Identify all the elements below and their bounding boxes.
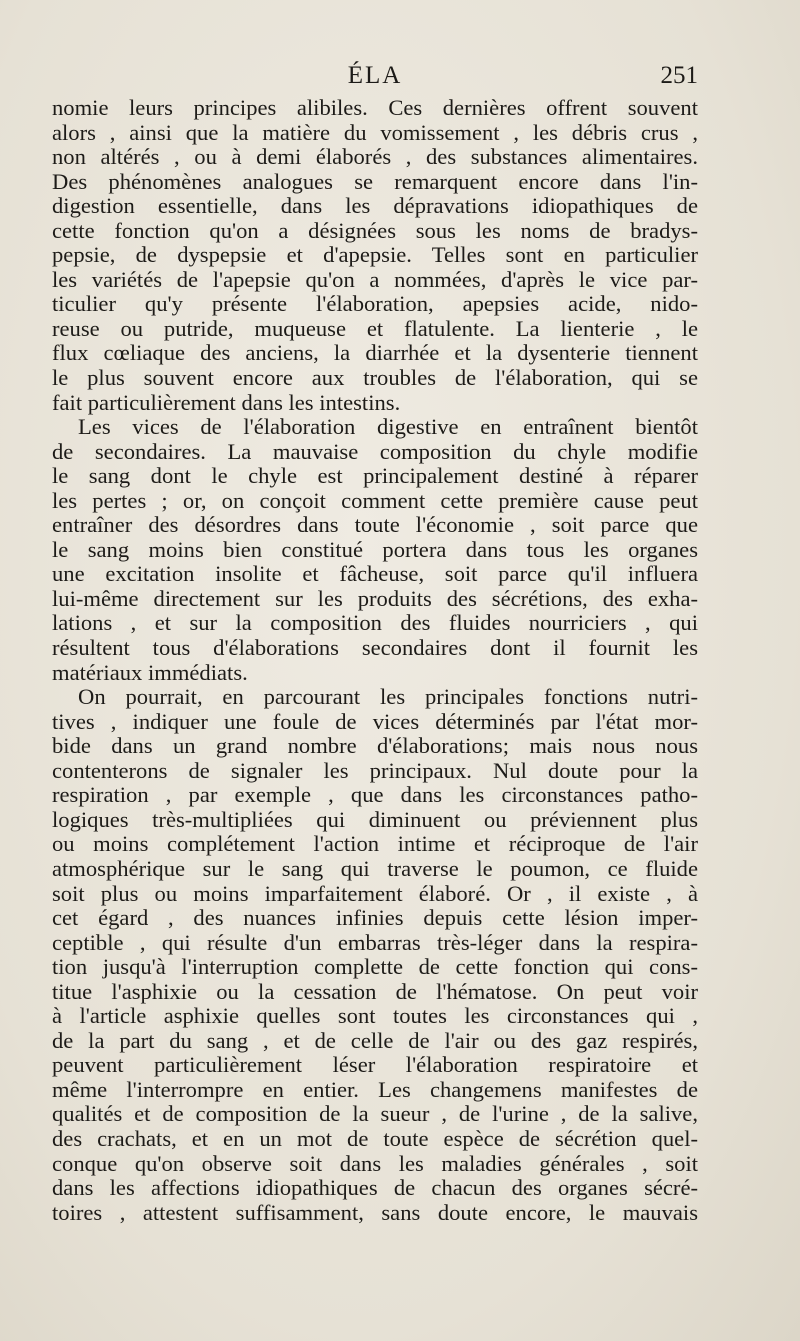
- text-line: Des phénomènes analogues se remarquent encore dans l'in-: [52, 169, 698, 194]
- text-line: cet égard , des nuances infinies depuis cette lésion imper-: [52, 906, 698, 931]
- text-line: tion jusqu'à l'interruption complette de cette fonction qui cons-: [52, 955, 698, 980]
- text-line: résultent tous d'élaborations secondaires dont il fournit les: [52, 636, 698, 661]
- text-line: des crachats, et en un mot de toute espèce de sécrétion quel-: [52, 1126, 698, 1151]
- text-line: tives , indiquer une foule de vices déterminés par l'état mor-: [52, 709, 698, 734]
- text-line: reuse ou putride, muqueuse et flatulente. La lienterie , le: [52, 316, 698, 341]
- text-line: non altérés , ou à demi élaborés , des substances alimentaires.: [52, 145, 698, 170]
- text-line: le plus souvent encore aux troubles de l'élaboration, qui se: [52, 366, 698, 391]
- text-line: fait particulièrement dans les intestins.: [52, 390, 401, 415]
- text-line: le sang dont le chyle est principalement destiné à réparer: [52, 464, 698, 489]
- text-line: une excitation insolite et fâcheuse, soit parce qu'il influera: [52, 562, 698, 587]
- text-line: Les vices de l'élaboration digestive en entraînent bientôt: [78, 415, 698, 440]
- text-line: respiration , par exemple , que dans les circonstances patho-: [52, 783, 698, 808]
- text-line: les variétés de l'apepsie qu'on a nommées, d'après le vice par-: [52, 267, 698, 292]
- text-line: titue l'asphixie ou la cessation de l'hématose. On peut voir: [52, 979, 698, 1004]
- page-number: 251: [660, 62, 698, 89]
- text-line: ceptible , qui résulte d'un embarras très-léger dans la respira-: [52, 930, 698, 955]
- text-line: contenterons de signaler les principaux. Nul doute pour la: [52, 758, 698, 783]
- text-line: lui-même directement sur les produits des sécrétions, des exha-: [52, 586, 698, 611]
- text-line: ticulier qu'y présente l'élaboration, apepsies acide, nido-: [52, 292, 698, 317]
- text-line: matériaux immédiats.: [52, 660, 248, 685]
- text-line: lations , et sur la composition des fluides nourriciers , qui: [52, 611, 698, 636]
- text-line: dans les affections idiopathiques de chacun des organes sécré-: [52, 1176, 698, 1201]
- text-line: peuvent particulièrement léser l'élaboration respiratoire et: [52, 1053, 698, 1078]
- text-line: le sang moins bien constitué portera dans tous les organes: [52, 537, 698, 562]
- text-line: soit plus ou moins imparfaitement élaboré. Or , il existe , à: [52, 881, 698, 906]
- text-line: pepsie, de dyspepsie et d'apepsie. Telles sont en particulier: [52, 243, 698, 268]
- body-text: [52, 96, 698, 1225]
- text-line: entraîner des désordres dans toute l'économie , soit parce que: [52, 513, 698, 538]
- text-line: ou moins complétement l'action intime et réciproque de l'air: [52, 832, 698, 857]
- text-line: alors , ainsi que la matière du vomissement , les débris crus ,: [52, 120, 698, 145]
- text-line: atmosphérique sur le sang qui traverse le poumon, ce fluide: [52, 856, 698, 881]
- text-line: flux cœliaque des anciens, la diarrhée et la dysenterie tiennent: [52, 341, 698, 366]
- text-line: logiques très-multipliées qui diminuent ou préviennent plus: [52, 807, 698, 832]
- text-line: toires , attestent suffisamment, sans doute encore, le mauvais: [52, 1200, 698, 1225]
- running-head: ÉLA: [347, 62, 403, 89]
- text-line: cette fonction qu'on a désignées sous les noms de bradys-: [52, 218, 698, 243]
- text-line: de secondaires. La mauvaise composition du chyle modifie: [52, 439, 698, 464]
- text-line: bide dans un grand nombre d'élaborations; mais nous nous: [52, 734, 698, 759]
- text-line: de la part du sang , et de celle de l'air ou des gaz respirés,: [52, 1028, 698, 1053]
- text-line: les pertes ; or, on conçoit comment cette première cause peut: [52, 488, 698, 513]
- text-line: conque qu'on observe soit dans les maladies générales , soit: [52, 1151, 698, 1176]
- page-header: [52, 58, 698, 94]
- text-line: On pourrait, en parcourant les principales fonctions nutri-: [78, 685, 698, 710]
- text-line: digestion essentielle, dans les dépravations idiopathiques de: [52, 194, 698, 219]
- text-line: même l'interrompre en entier. Les changemens manifestes de: [52, 1077, 698, 1102]
- text-line: qualités et de composition de la sueur , de l'urine , de la salive,: [52, 1102, 698, 1127]
- text-line: à l'article asphixie quelles sont toutes les circonstances qui ,: [52, 1004, 698, 1029]
- text-line: nomie leurs principes alibiles. Ces dernières offrent souvent: [52, 96, 698, 120]
